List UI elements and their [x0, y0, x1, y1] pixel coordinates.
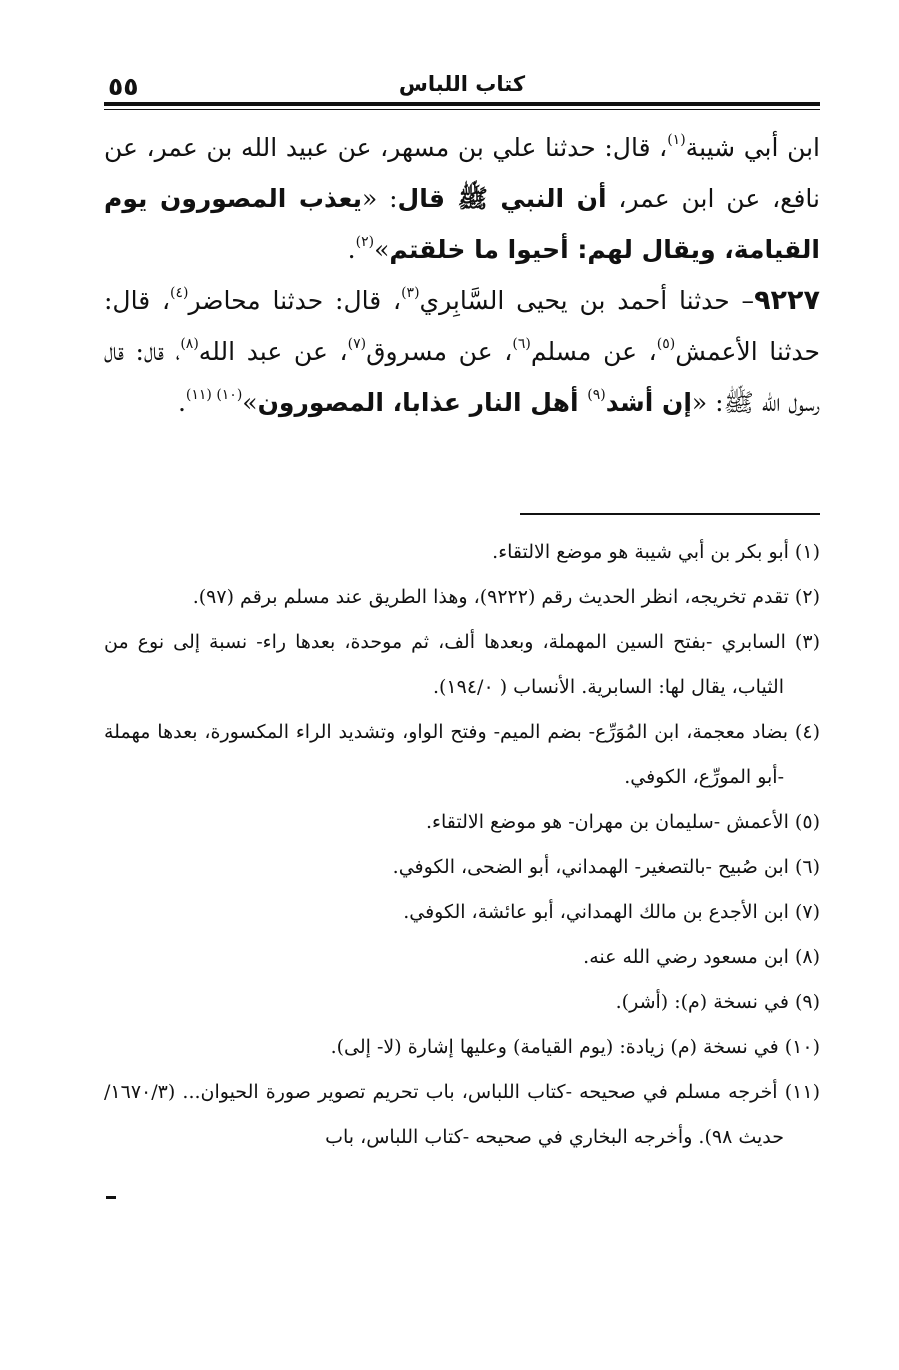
footnote-6: (٦) ابن صُبيح -بالتصغير- الهمداني، أبو الضحى، الكوفي.: [392, 856, 820, 878]
footnote-ref-9: (٩): [587, 386, 606, 403]
footnote-7: (٧) ابن الأجدع بن مالك الهمداني، أبو عائشة، الكوفي.: [403, 901, 820, 923]
text-run: ، عن عبد الله: [198, 337, 348, 366]
footnote-ref-5: (٥): [656, 335, 676, 352]
footnote-4: (٤) بضاد معجمة، ابن المُوَرِّع- بضم الميم- وفتح الواو، وتشديد الراء المكسورة، بعدها مهملة -أبو المورِّع، الكوفي.: [104, 721, 820, 788]
text-run: ، قال: حدثنا محاضر: [188, 286, 402, 315]
page-number: ٥٥: [108, 72, 139, 101]
footnote-ref-6: (٦): [512, 335, 531, 352]
text-run: ابن أبي شيبة: [685, 133, 821, 162]
bold-run: أن النبي ﷺ قال: [397, 184, 607, 213]
text-run: : «: [361, 184, 398, 213]
footnote-2: (٢) تقدم تخريجه، انظر الحديث رقم (٩٢٢٢)، وهذا الطريق عند مسلم برقم (٩٧).: [192, 586, 820, 608]
footnote-ref-3: (٣): [401, 284, 420, 301]
text-run: »: [242, 388, 258, 417]
page-mark: [106, 1196, 116, 1199]
footnote-ref-4: (٤): [170, 284, 189, 301]
text-run: »: [374, 235, 390, 264]
footnote-ref-2: (٢): [355, 233, 375, 250]
text-run: .: [177, 388, 186, 417]
text-run: ، قال: حدثنا علي بن مسهر، عن عبيد الله بن عمر، عن نافع، عن ابن عمر،: [104, 133, 820, 213]
footnote-3: (٣) السابري -بفتح السين المهملة، وبعدها ألف، ثم موحدة، بعدها راء- نسبة إلى نوع من الثياب، يقال لها: السابرية. الأنساب ( ١٩٤/٠).: [104, 631, 820, 698]
header-rule-thick: [104, 102, 820, 106]
footnote-1: (١) أبو بكر بن أبي شيبة هو موضع الالتقاء.: [492, 541, 820, 563]
footnote-separator: [520, 513, 820, 515]
footnote-9: (٩) في نسخة (م): (أشر).: [615, 991, 820, 1013]
footnote-ref-7: (٧): [347, 335, 367, 352]
footnotes: [104, 530, 820, 1160]
footnote-11: (١١) أخرجه مسلم في صحيحه -كتاب اللباس، باب تحريم تصوير صورة الحيوان... (١٦٧٠/٣/ حديث ٩٨). وأخرجه البخاري في صحيحه -كتاب اللباس، باب: [104, 1081, 820, 1148]
main-text: [104, 122, 820, 428]
footnote-ref-10-11: (١٠) (١١): [185, 386, 243, 403]
hadith-number: ٩٢٢٧: [754, 285, 820, 316]
page-header: [104, 66, 820, 100]
text-run: .: [347, 235, 356, 264]
header-rule-thin: [104, 109, 820, 110]
text-run: ، قال: قال رسول الله ﷺ: «: [104, 337, 820, 417]
footnote-ref-8: (٨): [180, 335, 199, 352]
text-run: ، عن مسروق: [366, 337, 513, 366]
text-run: ، قال: حدثنا الأعمش: [104, 286, 820, 366]
footnote-10: (١٠) في نسخة (م) زيادة: (يوم القيامة) وعليها إشارة (لا- إلى).: [330, 1036, 820, 1058]
text-run: ، عن مسلم: [530, 337, 657, 366]
hadith-text: أهل النار عذابا، المصورون: [257, 388, 588, 417]
footnote-ref-1: (١): [667, 131, 686, 148]
footnote-8: (٨) ابن مسعود رضي الله عنه.: [583, 946, 820, 968]
running-title: كتاب اللباس: [398, 72, 526, 96]
paragraph-1: [104, 122, 820, 275]
hadith-text: إن أشد: [605, 388, 692, 417]
text-run: – حدثنا أحمد بن يحيى السَّابِري: [419, 286, 755, 315]
footnote-5: (٥) الأعمش -سليمان بن مهران- هو موضع الالتقاء.: [426, 811, 820, 833]
hadith-text: يعذب المصورون يوم القيامة، ويقال لهم: أحيوا ما خلقتم: [104, 184, 820, 264]
paragraph-2: [104, 275, 820, 428]
